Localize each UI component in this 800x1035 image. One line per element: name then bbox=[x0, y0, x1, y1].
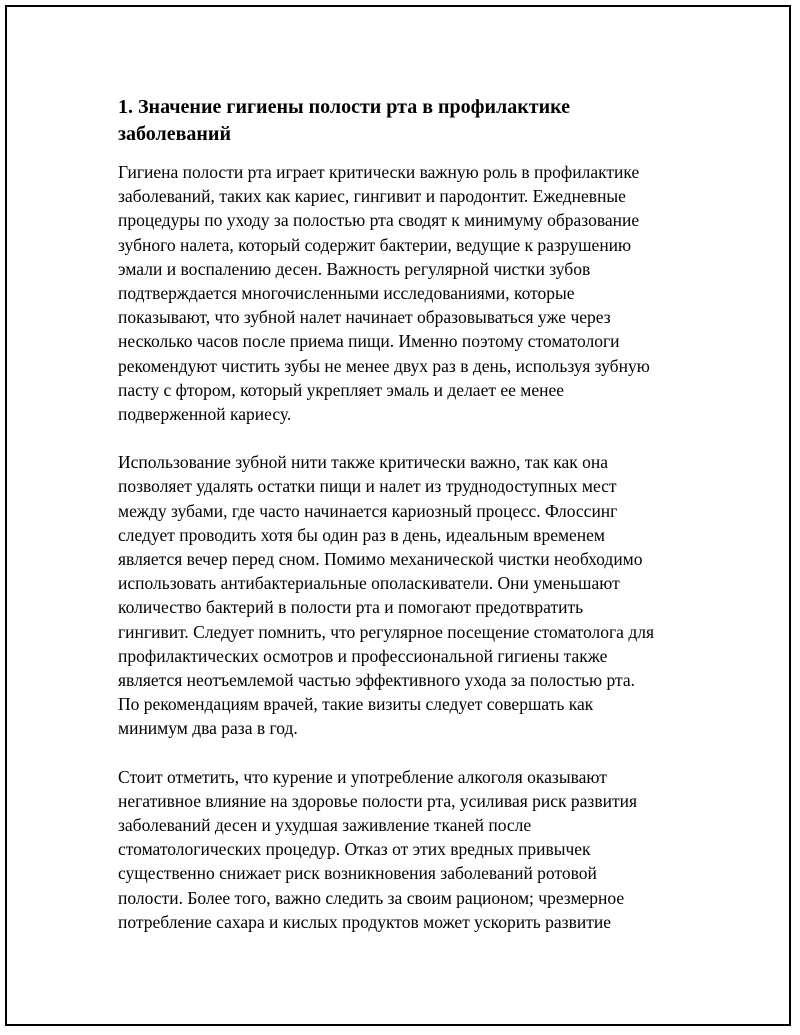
text-line: пасту с фтором, который укрепляет эмаль и делает ее менее bbox=[118, 379, 565, 400]
text-line: подверженной кариесу. bbox=[118, 404, 292, 425]
text-line: потребление сахара и кислых продуктов может ускорить развитие bbox=[118, 911, 611, 932]
paragraph-2 bbox=[118, 450, 698, 740]
text-line: Использование зубной нити также критически важно, так как она bbox=[118, 452, 608, 473]
text-line: эмали и воспалению десен. Важность регулярной чистки зубов bbox=[118, 258, 591, 279]
text-line: негативное влияние на здоровье полости рта, усиливая риск развития bbox=[118, 790, 638, 811]
document-content bbox=[118, 94, 698, 958]
text-line: подтверждается многочисленными исследованиями, которые bbox=[118, 283, 575, 304]
text-line: следует проводить хотя бы один раз в день, идеальным временем bbox=[118, 524, 606, 545]
text-line: гингивит. Следует помнить, что регулярное посещение стоматолога для bbox=[118, 621, 655, 642]
heading-line: заболеваний bbox=[118, 123, 231, 145]
text-line: профилактических осмотров и профессиональной гигиены также bbox=[118, 645, 608, 666]
text-line: По рекомендациям врачей, такие визиты следует совершать как bbox=[118, 694, 594, 715]
text-line: минимум два раза в год. bbox=[118, 718, 298, 739]
text-line: Стоит отметить, что курение и употребление алкоголя оказывают bbox=[118, 766, 607, 787]
text-line: зубного налета, который содержит бактерии, ведущие к разрушению bbox=[118, 234, 632, 255]
text-line: процедуры по уходу за полостью рта сводят к минимуму образование bbox=[118, 210, 640, 231]
text-line: стоматологических процедур. Отказ от этих вредных привычек bbox=[118, 839, 591, 860]
text-line: заболеваний десен и ухудшая заживление тканей после bbox=[118, 815, 532, 836]
paragraph-3 bbox=[118, 765, 698, 934]
text-line: является вечер перед сном. Помимо механической чистки необходимо bbox=[118, 549, 643, 570]
heading-line: 1. Значение гигиены полости рта в профилактике bbox=[118, 96, 571, 118]
text-line: несколько часов после приема пищи. Именно поэтому стоматологи bbox=[118, 331, 620, 352]
paragraph-1 bbox=[118, 160, 698, 426]
text-line: использовать антибактериальные ополаскиватели. Они уменьшают bbox=[118, 573, 620, 594]
text-line: показывают, что зубной налет начинает образовываться уже через bbox=[118, 307, 611, 328]
text-line: Гигиена полости рта играет критически важную роль в профилактике bbox=[118, 162, 640, 182]
text-line: позволяет удалять остатки пищи и налет из труднодоступных мест bbox=[118, 476, 617, 497]
text-line: между зубами, где часто начинается кариозный процесс. Флоссинг bbox=[118, 500, 618, 521]
text-line: является неотъемлемой частью эффективного ухода за полостью рта. bbox=[118, 670, 635, 691]
section-heading bbox=[118, 94, 698, 148]
text-line: количество бактерий в полости рта и помогают предотвратить bbox=[118, 597, 584, 618]
text-line: существенно снижает риск возникновения заболеваний ротовой bbox=[118, 863, 597, 884]
text-line: рекомендуют чистить зубы не менее двух раз в день, используя зубную bbox=[118, 355, 650, 376]
text-line: полости. Более того, важно следить за своим рационом; чрезмерное bbox=[118, 887, 625, 908]
text-line: заболеваний, таких как кариес, гингивит и пародонтит. Ежедневные bbox=[118, 186, 626, 207]
